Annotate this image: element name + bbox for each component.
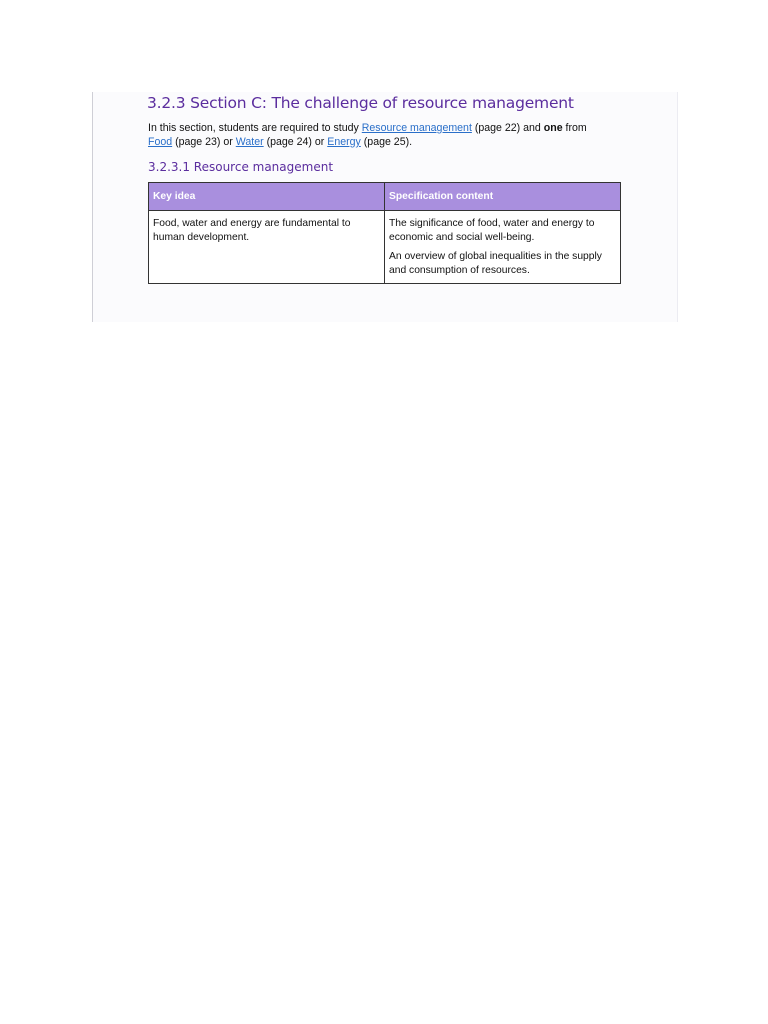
food-link[interactable]: Food [148,136,173,148]
intro-text: from [562,122,587,134]
intro-bold-one: one [543,122,563,134]
intro-text: (page 25). [360,136,413,148]
energy-link[interactable]: Energy [327,136,361,148]
intro-text: (page 22) and [471,122,544,134]
table-header-row [149,183,621,211]
water-link[interactable]: Water [235,136,264,148]
key-idea-cell: Food, water and energy are fundamental to human development. [149,211,385,284]
resource-management-link[interactable]: Resource management [361,122,472,134]
intro-text: (page 23) or [172,136,236,148]
header-specification-content: Specification content [385,183,621,211]
spec-content-item: An overview of global inequalities in the supply and consumption of resources. [389,251,602,276]
subsection-title: 3.2.3.1 Resource management [148,160,334,174]
specification-table [148,182,621,284]
intro-text: In this section, students are required to study [148,122,362,134]
spec-content-item: The significance of food, water and energy to economic and social well-being. [389,218,595,243]
spec-content-cell [385,211,621,284]
section-title: 3.2.3 Section C: The challenge of resource management [147,94,574,112]
table-row [149,211,621,284]
intro-text: (page 24) or [263,136,328,148]
header-key-idea: Key idea [149,183,385,211]
intro-paragraph [148,121,628,149]
